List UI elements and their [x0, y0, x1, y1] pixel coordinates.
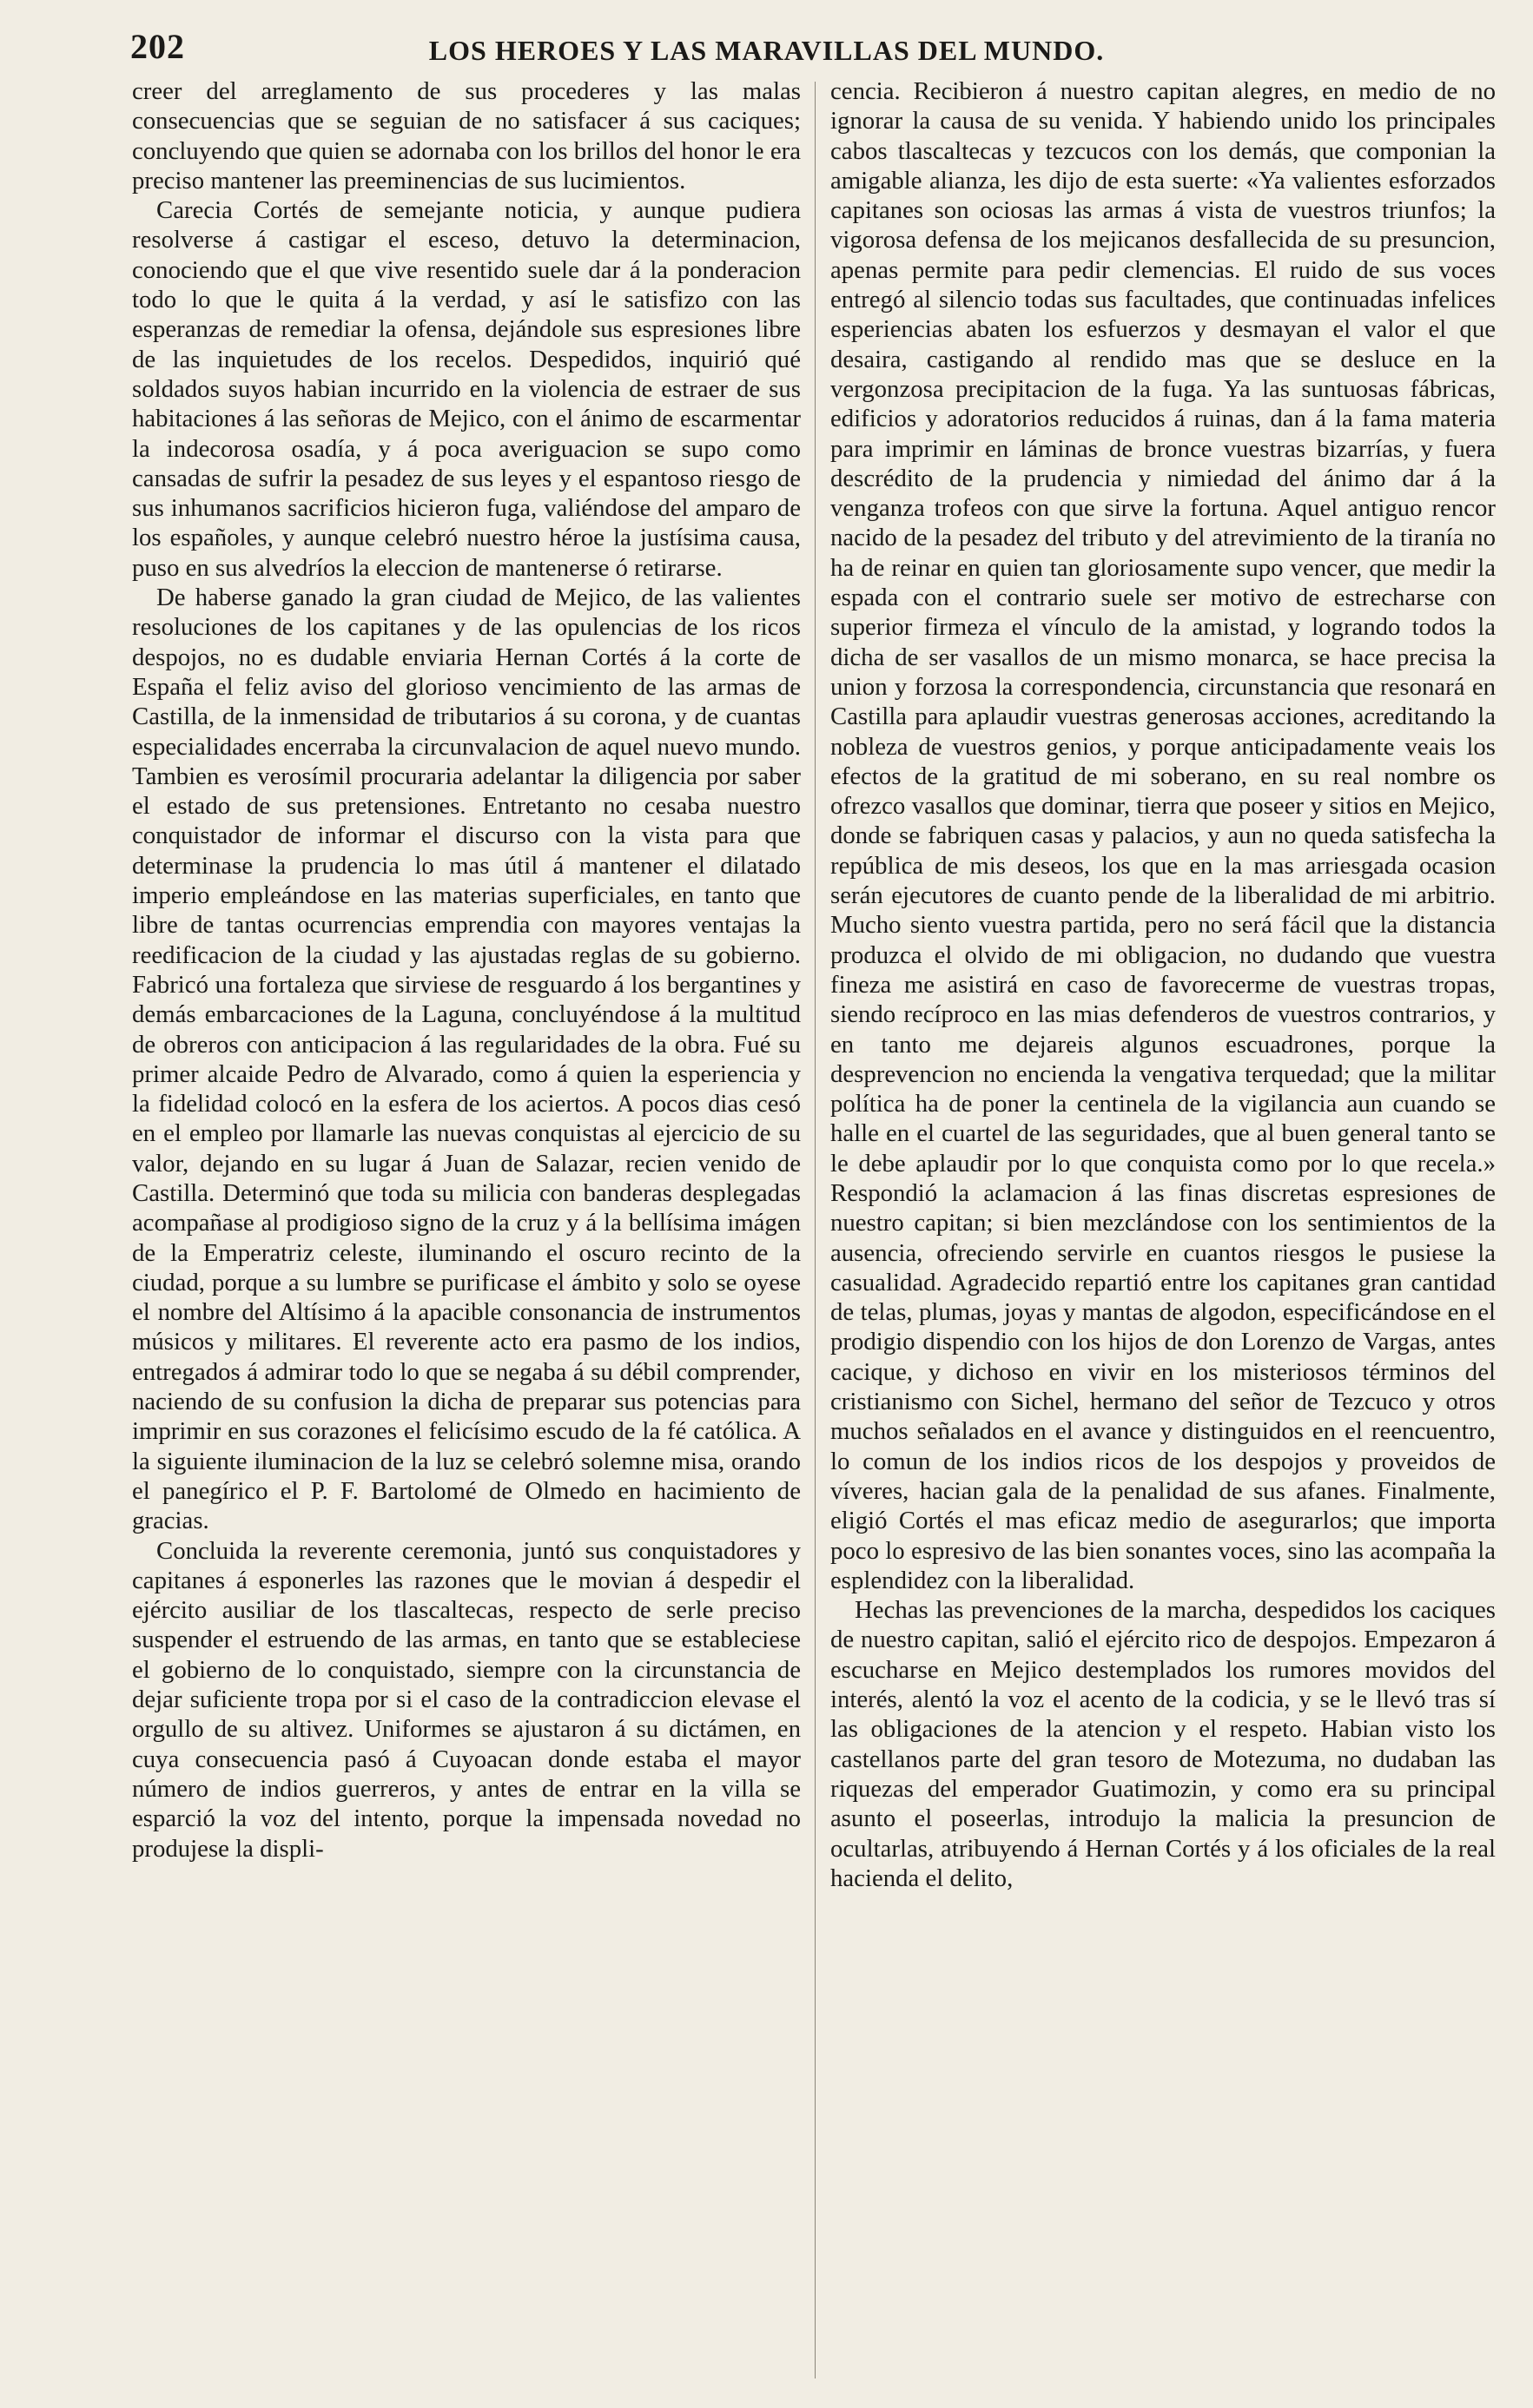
right-column [830, 76, 1496, 2382]
page-number: 202 [130, 27, 185, 66]
running-title: LOS HEROES Y LAS MARAVILLAS DEL MUNDO. [428, 35, 1105, 66]
paragraph: Hechas las prevenciones de la marcha, despedidos los caciques de nuestro capitan, salió el ejército rico de despojos. Empezaron á escucharse en Mejico destemplados los rumores movidos del interés, alentó la voz el acento de la codicia, y se le llevó tras sí las obligaciones de la atencion y el respeto. Habian visto los castellanos parte del gran tesoro de Motezuma, no dudaban las riquezas del emperador Guatimozin, y como era su principal asunto el poseerlas, introdujo la malicia la presuncion de ocultarlas, atribuyendo á Hernan Cortés y á los oficiales de la real hacienda el delito, [830, 1596, 1496, 1892]
paragraph: Concluida la reverente ceremonia, juntó sus conquistadores y capitanes á esponerles las razones que le movian á despedir el ejército ausiliar de los tlascaltecas, respecto de serle preciso suspender el estruendo de las armas, en tanto que se estableciese el gobierno de lo conquistado, siempre con la circunstancia de dejar suficiente tropa por si el caso de la contradiccion elevase el orgullo de su altivez. Uniformes se ajustaron á su dictámen, en cuya consecuencia pasó á Cuyoacan donde estaba el mayor número de indios guerreros, y antes de entrar en la villa se esparció la voz del intento, porque la impensada novedad no produjese la displi- [132, 1536, 801, 1863]
column-divider [815, 82, 816, 2378]
left-column [132, 76, 801, 2382]
paragraph: De haberse ganado la gran ciudad de Mejico, de las valientes resoluciones de los capitanes y de las opulencias de los ricos despojos, no es dudable enviaria Hernan Cortés á la corte de España el feliz aviso del glorioso vencimiento de las armas de Castilla, de la inmensidad de tributarios á su corona, y de cuantas especialidades encerraba la circunvalacion de aquel nuevo mundo. Tambien es verosímil procuraria adelantar la diligencia por saber el estado de sus pretensiones. Entretanto no cesaba nuestro conquistador de informar el discurso con la vista para que determinase la prudencia lo mas útil á mantener el dilatado imperio empleándose en las materias superficiales, en tanto que libre de tantas ocurrencias emprendia con mayores ventajas la reedificacion de la ciudad y las ajustadas reglas de su gobierno. Fabricó una fortaleza que sirviese de resguardo á los bergantines y demás embarcaciones de la Laguna, concluyéndose á la multitud de obreros con anticipacion á las regularidades de la obra. Fué su primer alcaide Pedro de Alvarado, como á quien la esperiencia y la fidelidad colocó en la esfera de los aciertos. A pocos dias cesó en el empleo por llamarle las nuevas conquistas al ejercicio de su valor, dejando en su lugar á Juan de Salazar, recien venido de Castilla. Determinó que toda su milicia con banderas desplegadas acompañase al prodigioso signo de la cruz y á la bellísima imágen de la Emperatriz celeste, iluminando el oscuro recinto de la ciudad, porque a su lumbre se purificase el ámbito y solo se oyese el nombre del Altísimo á la apacible consonancia de instrumentos músicos y militares. El reverente acto era pasmo de los indios, entregados á admirar todo lo que se negaba á su débil comprender, naciendo de su confusion la dicha de preparar sus potencias para imprimir en sus corazones el felicísimo escudo de la fé católica. A la siguiente iluminacion de la luz se celebró solemne misa, orando el panegírico el P. F. Bartolomé de Olmedo en hacimiento de gracias. [132, 584, 801, 1535]
paragraph: creer del arreglamento de sus procederes y las malas consecuencias que se seguian de no satisfacer á sus caciques; concluyendo que quien se adornaba con los brillos del honor le era preciso mantener las preeminencias de sus lucimientos. [132, 77, 801, 195]
paragraph: Carecia Cortés de semejante noticia, y aunque pudiera resolverse á castigar el esceso, detuvo la determinacion, conociendo que el que vive resentido suele dar á la ponderacion todo lo que le quita á la verdad, y así le satisfizo con las esperanzas de remediar la ofensa, dejándole sus espresiones libre de las inquietudes de los recelos. Despedidos, inquirió qué soldados suyos habian incurrido en la violencia de estraer de sus habitaciones á las señoras de Mejico, con el ánimo de escarmentar la indecorosa osadía, y á poca averiguacion se supo como cansadas de sufrir la pesadez de sus leyes y el espantoso riesgo de sus inhumanos sacrificios hicieron fuga, valiéndose del amparo de los españoles, y aunque celebró nuestro héroe la justísima causa, puso en sus alvedríos la eleccion de mantenerse ó retirarse. [132, 196, 801, 582]
paragraph: cencia. Recibieron á nuestro capitan alegres, en medio de no ignorar la causa de su venida. Y habiendo unido los principales cabos tlascaltecas y tezcucos con los demás, que componian la amigable alianza, les dijo de esta suerte: «Ya valientes esforzados capitanes son ociosas las armas á vista de vuestros triunfos; la vigorosa defensa de los mejicanos desfallecida de su presuncion, apenas permite para pedir clemencias. El ruido de sus voces entregó al silencio todas sus facultades, que continuadas infelices esperiencias abaten los esfuerzos y desmayan el valor el que desaira, castigando al rendido mas que se desluce en la vergonzosa precipitacion de la fuga. Ya las suntuosas fábricas, edificios y adoratorios reducidos á ruinas, dan á la fama materia para imprimir en láminas de bronce vuestras bizarrías, y fuera descrédito de la prudencia y nimiedad del ánimo dar á la venganza trofeos con que sirve la fortuna. Aquel antiguo rencor nacido de la pesadez del tributo y del atrevimiento de la tiranía no ha de reinar en quien tan gloriosamente supo vencer, que medir la espada con el contrario suele ser motivo de estrecharse con superior firmeza el vínculo de la amistad, y logrando todos la dicha de ser vasallos de un mismo monarca, se hace precisa la union y forzosa la correspondencia, circunstancia que resonará en Castilla para aplaudir vuestras generosas acciones, acreditando la nobleza de vuestros genios, y porque anticipadamente veais los efectos de la gratitud de mi soberano, en su real nombre os ofrezco vasallos que dominar, tierra que poseer y sitios en Mejico, donde se fabriquen casas y palacios, y aun no queda satisfecha la república de mis deseos, los que en la mas arriesgada ocasion serán ejecutores de cuanto pende de la liberalidad de mi arbitrio. Mucho siento vuestra partida, pero no será fácil que la distancia produzca el olvido de mi obligacion, no dudando que vuestra fineza me asistirá en caso de favorecerme de vuestras tropas, siendo recíproco en las mias defenderos de vuestros contrarios, y en tanto me dejareis algunos escuadrones, porque la desprevencion no encienda la vengativa terquedad; que la militar política ha de poner la centinela de la vigilancia aun cuando se halle en el cuartel de las seguridades, que al buen general tanto se le debe aplaudir por lo que conquista como por lo que recela.» Respondió la aclamacion á las finas discretas espresiones de nuestro capitan; si bien mezclándose con los sentimientos de la ausencia, ofreciendo servirle en cuantos riesgos le pusiese la casualidad. Agradecido repartió entre los capitanes gran cantidad de telas, plumas, joyas y mantas de algodon, especificándose en el prodigio dispendio con los hijos de don Lorenzo de Vargas, antes cacique, y dichoso en vivir en los misteriosos términos del cristianismo con Sichel, hermano del señor de Tezcuco y otros muchos señalados en el avance y distinguidos en el reencuentro, lo comun de los indios ricos de los despojos y proveidos de víveres, hacian gala de la penalidad de sus afanes. Finalmente, eligió Cortés el mas eficaz medio de asegurarlos; que importa poco lo espresivo de las bien sonantes voces, sino las acompaña la esplendidez con la liberalidad. [830, 77, 1496, 1594]
